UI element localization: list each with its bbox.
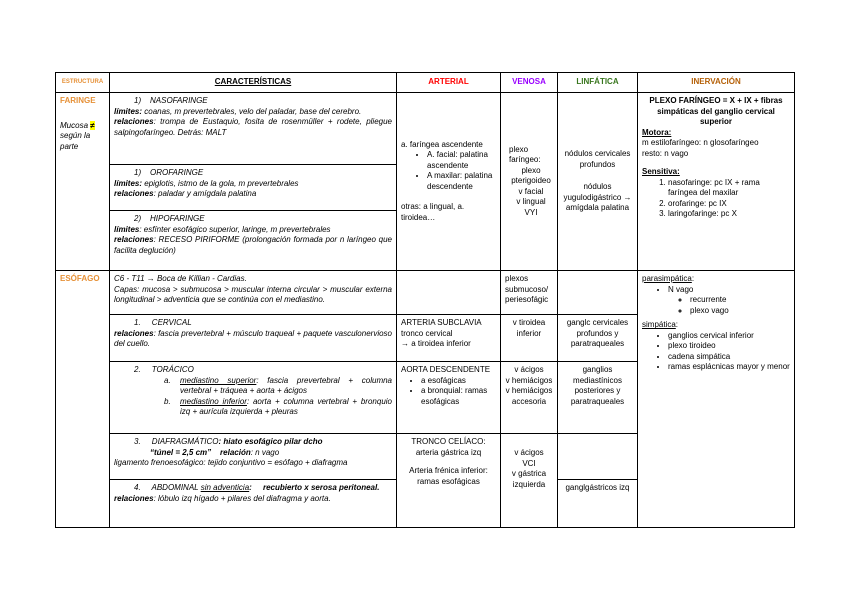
- header-estructura: ESTRUCTURA: [56, 73, 110, 93]
- faringe-motora-2: resto: n vago: [642, 148, 689, 158]
- esofago-general-cell: [110, 271, 397, 315]
- list-item: faríngeo:: [509, 155, 541, 165]
- esofago-general-arterial: [397, 271, 501, 315]
- toracico-arterial: AORTA DESCENDENTE • a esofágicas • a bronquial: ramas esofágicas: [397, 362, 501, 434]
- faringe-arterial-otras: otras: a lingual, a. tiroidea…: [401, 202, 465, 222]
- list-item: • A maxilar: palatina descendente: [427, 171, 496, 192]
- list-item: • a esofágicas: [421, 376, 496, 387]
- list-item: • ganglios cervical inferior: [668, 331, 790, 342]
- esofago-general-linfatica: [558, 271, 638, 315]
- list-item: • ramas esplácnicas mayor y menor: [668, 362, 790, 373]
- faringe-linfatica-cell: [558, 93, 638, 271]
- abdominal-linfatica: ganglgástricos izq: [558, 480, 638, 528]
- list-item: • plexo tiroideo: [668, 341, 790, 352]
- anatomy-table: [55, 72, 795, 528]
- list-item: • A. facial: palatina ascendente: [427, 150, 496, 171]
- hipofaringe-title: 2) HIPOFARINGE: [134, 214, 205, 223]
- faringe-motora-1: m estilofaríngeo: n glosofaríngeo: [642, 138, 759, 148]
- esofago-label: ESÓFAGO: [60, 274, 100, 283]
- table-row: [56, 271, 795, 315]
- nasofaringe-title: 1) NASOFARINGE: [134, 96, 208, 105]
- faringe-linfatica-a: nódulos cervicales profundos: [564, 149, 631, 169]
- table-row: [56, 93, 795, 165]
- orofaringe-cell: 1) OROFARINGE límites: epiglotis, istmo de la gola, m prevertebrales relaciones: paladar y amígdala palatina: [110, 165, 397, 211]
- header-arterial: ARTERIAL: [397, 73, 501, 93]
- faringe-arterial-cell: [397, 93, 501, 271]
- esofago-structure-cell: [56, 271, 110, 528]
- faringe-venosa-cell: [501, 93, 558, 271]
- list-item: plexo: [521, 165, 541, 175]
- cervical-venosa: v tiroidea inferior: [501, 315, 558, 362]
- cervical-title: 1. CERVICAL: [134, 318, 192, 327]
- diafragmatico-arterial: TRONCO CELÍACO: arteria gástrica izq Arteria frénica inferior: ramas esofágicas: [397, 434, 501, 528]
- faringe-motora-label: Motora:: [642, 127, 672, 137]
- toracico-cell: 2. TORÁCICO a. mediastino superior: fascia prevertebral + columna vertebral + tráquea + aorta + ácigos b. mediastino inferior: aorta + columna vertebral + bronquio izq + aurícula izquierda + pleuras: [110, 362, 397, 434]
- toracico-linfatica: ganglios mediastínicos posteriores y paratraqueales: [558, 362, 638, 434]
- faringe-sensitiva-label: Sensitiva:: [642, 167, 680, 177]
- esofago-general-line1: C6 - T11 → Boca de Killian - Cardias.: [114, 274, 247, 283]
- list-item: v facial: [518, 186, 544, 196]
- header-caracteristicas: CARACTERÍSTICAS: [110, 73, 397, 93]
- faringe-plexo: PLEXO FARÍNGEO = X + IX + fibras simpáticas del ganglio cervical superior: [649, 96, 783, 127]
- orofaringe-title: 1) OROFARINGE: [134, 168, 204, 177]
- faringe-linfatica-b: nódulos yugulodigástrico → amígdala palatina: [563, 182, 632, 213]
- cervical-cell: 1. CERVICAL relaciones: fascia prevertebral + músculo traqueal + paquete vasculonervioso del cuello.: [110, 315, 397, 362]
- faringe-mucosa-note: Mucosa ≠ según la parte: [60, 120, 95, 151]
- esofago-general-line2: Capas: mucosa > submucosa > muscular interna circular > muscular externa longitudinal > adventicia que se continúa con el mediastino.: [114, 284, 392, 305]
- header-venosa: VENOSA: [501, 73, 558, 93]
- list-item: • N vago ◦ recurrente ◦ plexo vago: [668, 285, 790, 317]
- cervical-arterial: ARTERIA SUBCLAVIA tronco cervical → a tiroidea inferior: [397, 315, 501, 362]
- list-item: 3. laringofaringe: pc X: [668, 209, 790, 220]
- faringe-structure-cell: [56, 93, 110, 271]
- list-item: VYI: [524, 207, 538, 217]
- nasofaringe-cell: 1) NASOFARINGE límites: coanas, m prevertebrales, velo del paladar, base del cerebro. relaciones: trompa de Eustaquio, fosita de rosenmüller + rodete, pliegue salpingofaríngeo. Detrás: MALT: [110, 93, 397, 165]
- header-row: [56, 73, 795, 93]
- diafragmatico-venosa: v ácigos VCI v gástrica izquierda: [501, 434, 558, 528]
- cervical-linfatica: ganglc cervicales profundos y paratraqueales: [558, 315, 638, 362]
- faringe-label: FARINGE: [60, 96, 96, 105]
- toracico-venosa: v ácigos v hemiácigos v hemiácigos accesoria: [501, 362, 558, 434]
- simpatica-label: simpática: [642, 320, 676, 330]
- list-item: ◦ plexo vago: [690, 306, 790, 317]
- diafragmatico-linfatica: [558, 434, 638, 480]
- header-linfatica: LINFÁTICA: [558, 73, 638, 93]
- faringe-inervacion-cell: [638, 93, 795, 271]
- list-item: • cadena simpática: [668, 352, 790, 363]
- list-item: • a bronquial: ramas esofágicas: [421, 386, 496, 407]
- list-item: pterigoideo: [511, 176, 551, 186]
- esofago-inervacion-cell: parasimpática: • N vago ◦ recurrente ◦ plexo vago simpática: • ganglios cervical inferior • plexo tiroideo • cadena simpática • ramas esplácnicas mayor y menor: [638, 271, 795, 528]
- faringe-arterial-intro: a. faríngea ascendente: [401, 139, 483, 149]
- list-item: 2. orofaringe: pc IX: [668, 199, 790, 210]
- list-item: ◦ recurrente: [690, 295, 790, 306]
- toracico-title: 2. TORÁCICO: [134, 365, 194, 374]
- list-item: v lingual: [516, 197, 546, 207]
- list-item: 1. nasofaringe: pc IX + rama faríngea del maxilar: [668, 178, 790, 199]
- parasimpatica-label: parasimpática: [642, 274, 692, 283]
- diafragmatico-cell: 3. DIAFRAGMÁTICO: hiato esofágico pilar dcho “túnel = 2,5 cm” relación: n vago ligamento frenoesofágico: tejido conjuntivo = esófago + diafragma: [110, 434, 397, 480]
- esofago-general-venosa: plexos submucoso/ periesofágic: [501, 271, 558, 315]
- header-inervacion: INERVACIÓN: [638, 73, 795, 93]
- hipofaringe-cell: 2) HIPOFARINGE límites: esfínter esofágico superior, laringe, m prevertebrales relaciones: RECESO PIRIFORME (prolongación formada por n laríngeo que facilita deglución): [110, 211, 397, 271]
- list-item: plexo: [509, 144, 529, 154]
- abdominal-cell: 4. ABDOMINAL sin adventicia: recubierto x serosa peritoneal. relaciones: lóbulo izq hígado + pilares del diafragma y aorta.: [110, 480, 397, 528]
